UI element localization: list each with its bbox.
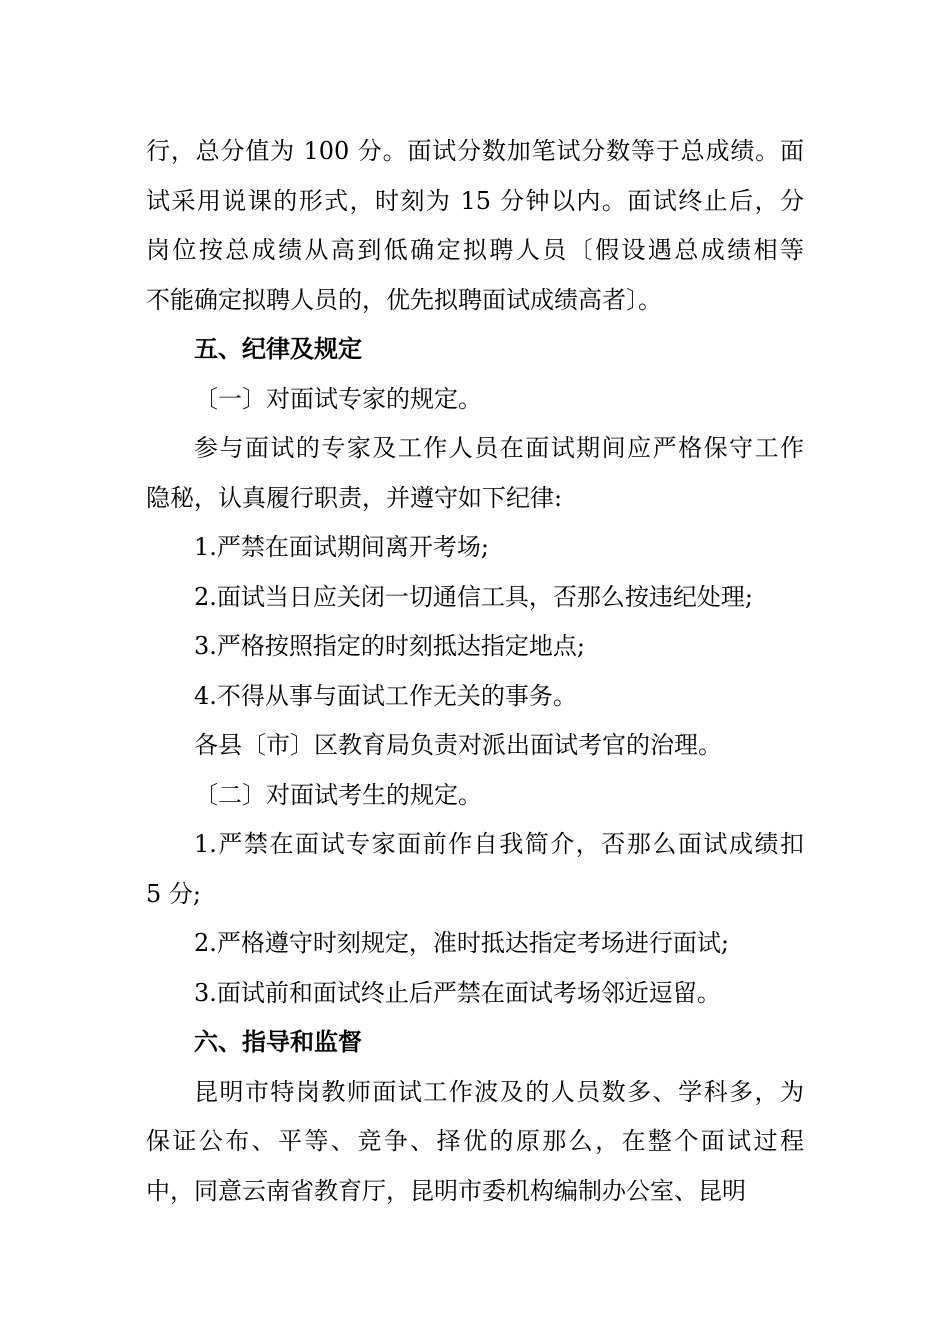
paragraph-line: 试采用说课的形式，时刻为 15 分钟以内。面试终止后，分 <box>146 186 804 215</box>
paragraph-line: 3.面试前和面试终止后严禁在面试考场邻近逗留。 <box>194 978 721 1007</box>
paragraph-line: 2.严格遵守时刻规定，准时抵达指定考场进行面试; <box>194 929 729 957</box>
paragraph-line: 岗位按总成绩从高到低确定拟聘人员〔假设遇总成绩相等 <box>146 236 804 264</box>
section-heading: 五、纪律及规定 <box>194 335 362 363</box>
paragraph-line: 参与面试的专家及工作人员在面试期间应严格保守工作 <box>194 434 804 462</box>
paragraph-line: 〔一〕对面试专家的规定。 <box>194 384 482 413</box>
paragraph <box>146 672 804 722</box>
paragraph <box>146 721 804 771</box>
paragraph-line: 中，同意云南省教育厅，昆明市委机构编制办公室、昆明 <box>146 1176 746 1205</box>
paragraph-line: 不能确定拟聘人员的，优先拟聘面试成绩高者〕。 <box>146 285 662 314</box>
paragraph-line: 昆明市特岗教师面试工作波及的人员数多、学科多，为 <box>194 1077 804 1106</box>
section-heading: 六、指导和监督 <box>194 1028 362 1056</box>
paragraph-line: 各县〔市〕区教育局负责对派出面试考官的治理。 <box>194 731 722 759</box>
paragraph-line: 1.严禁在面试专家面前作自我简介，否那么面试成绩扣 <box>194 830 804 858</box>
paragraph-line: 5 分; <box>146 879 201 908</box>
paragraph-line: 1.严禁在面试期间离开考场; <box>194 533 489 561</box>
paragraph <box>146 424 804 523</box>
paragraph-line: 保证公布、平等、竞争、择优的原那么，在整个面试过程 <box>146 1127 804 1155</box>
paragraph-line: 〔二〕对面试考生的规定。 <box>194 780 482 809</box>
paragraph-line: 隐秘，认真履行职责，并遵守如下纪律: <box>146 483 563 512</box>
paragraph <box>146 1068 804 1217</box>
document-body <box>146 127 804 1216</box>
paragraph <box>146 969 804 1019</box>
paragraph <box>146 771 804 821</box>
paragraph-line: 3.严格按照指定的时刻抵达指定地点; <box>194 632 585 660</box>
paragraph <box>146 127 804 325</box>
paragraph <box>146 820 804 919</box>
paragraph <box>146 919 804 969</box>
paragraph-line: 4.不得从事与面试工作无关的事务。 <box>194 681 577 710</box>
paragraph <box>146 573 804 623</box>
paragraph-line: 行，总分值为 100 分。面试分数加笔试分数等于总成绩。面 <box>146 137 804 165</box>
paragraph <box>146 622 804 672</box>
paragraph-line: 2.面试当日应关闭一切通信工具，否那么按违纪处理; <box>194 582 753 611</box>
paragraph <box>146 375 804 425</box>
paragraph <box>146 523 804 573</box>
